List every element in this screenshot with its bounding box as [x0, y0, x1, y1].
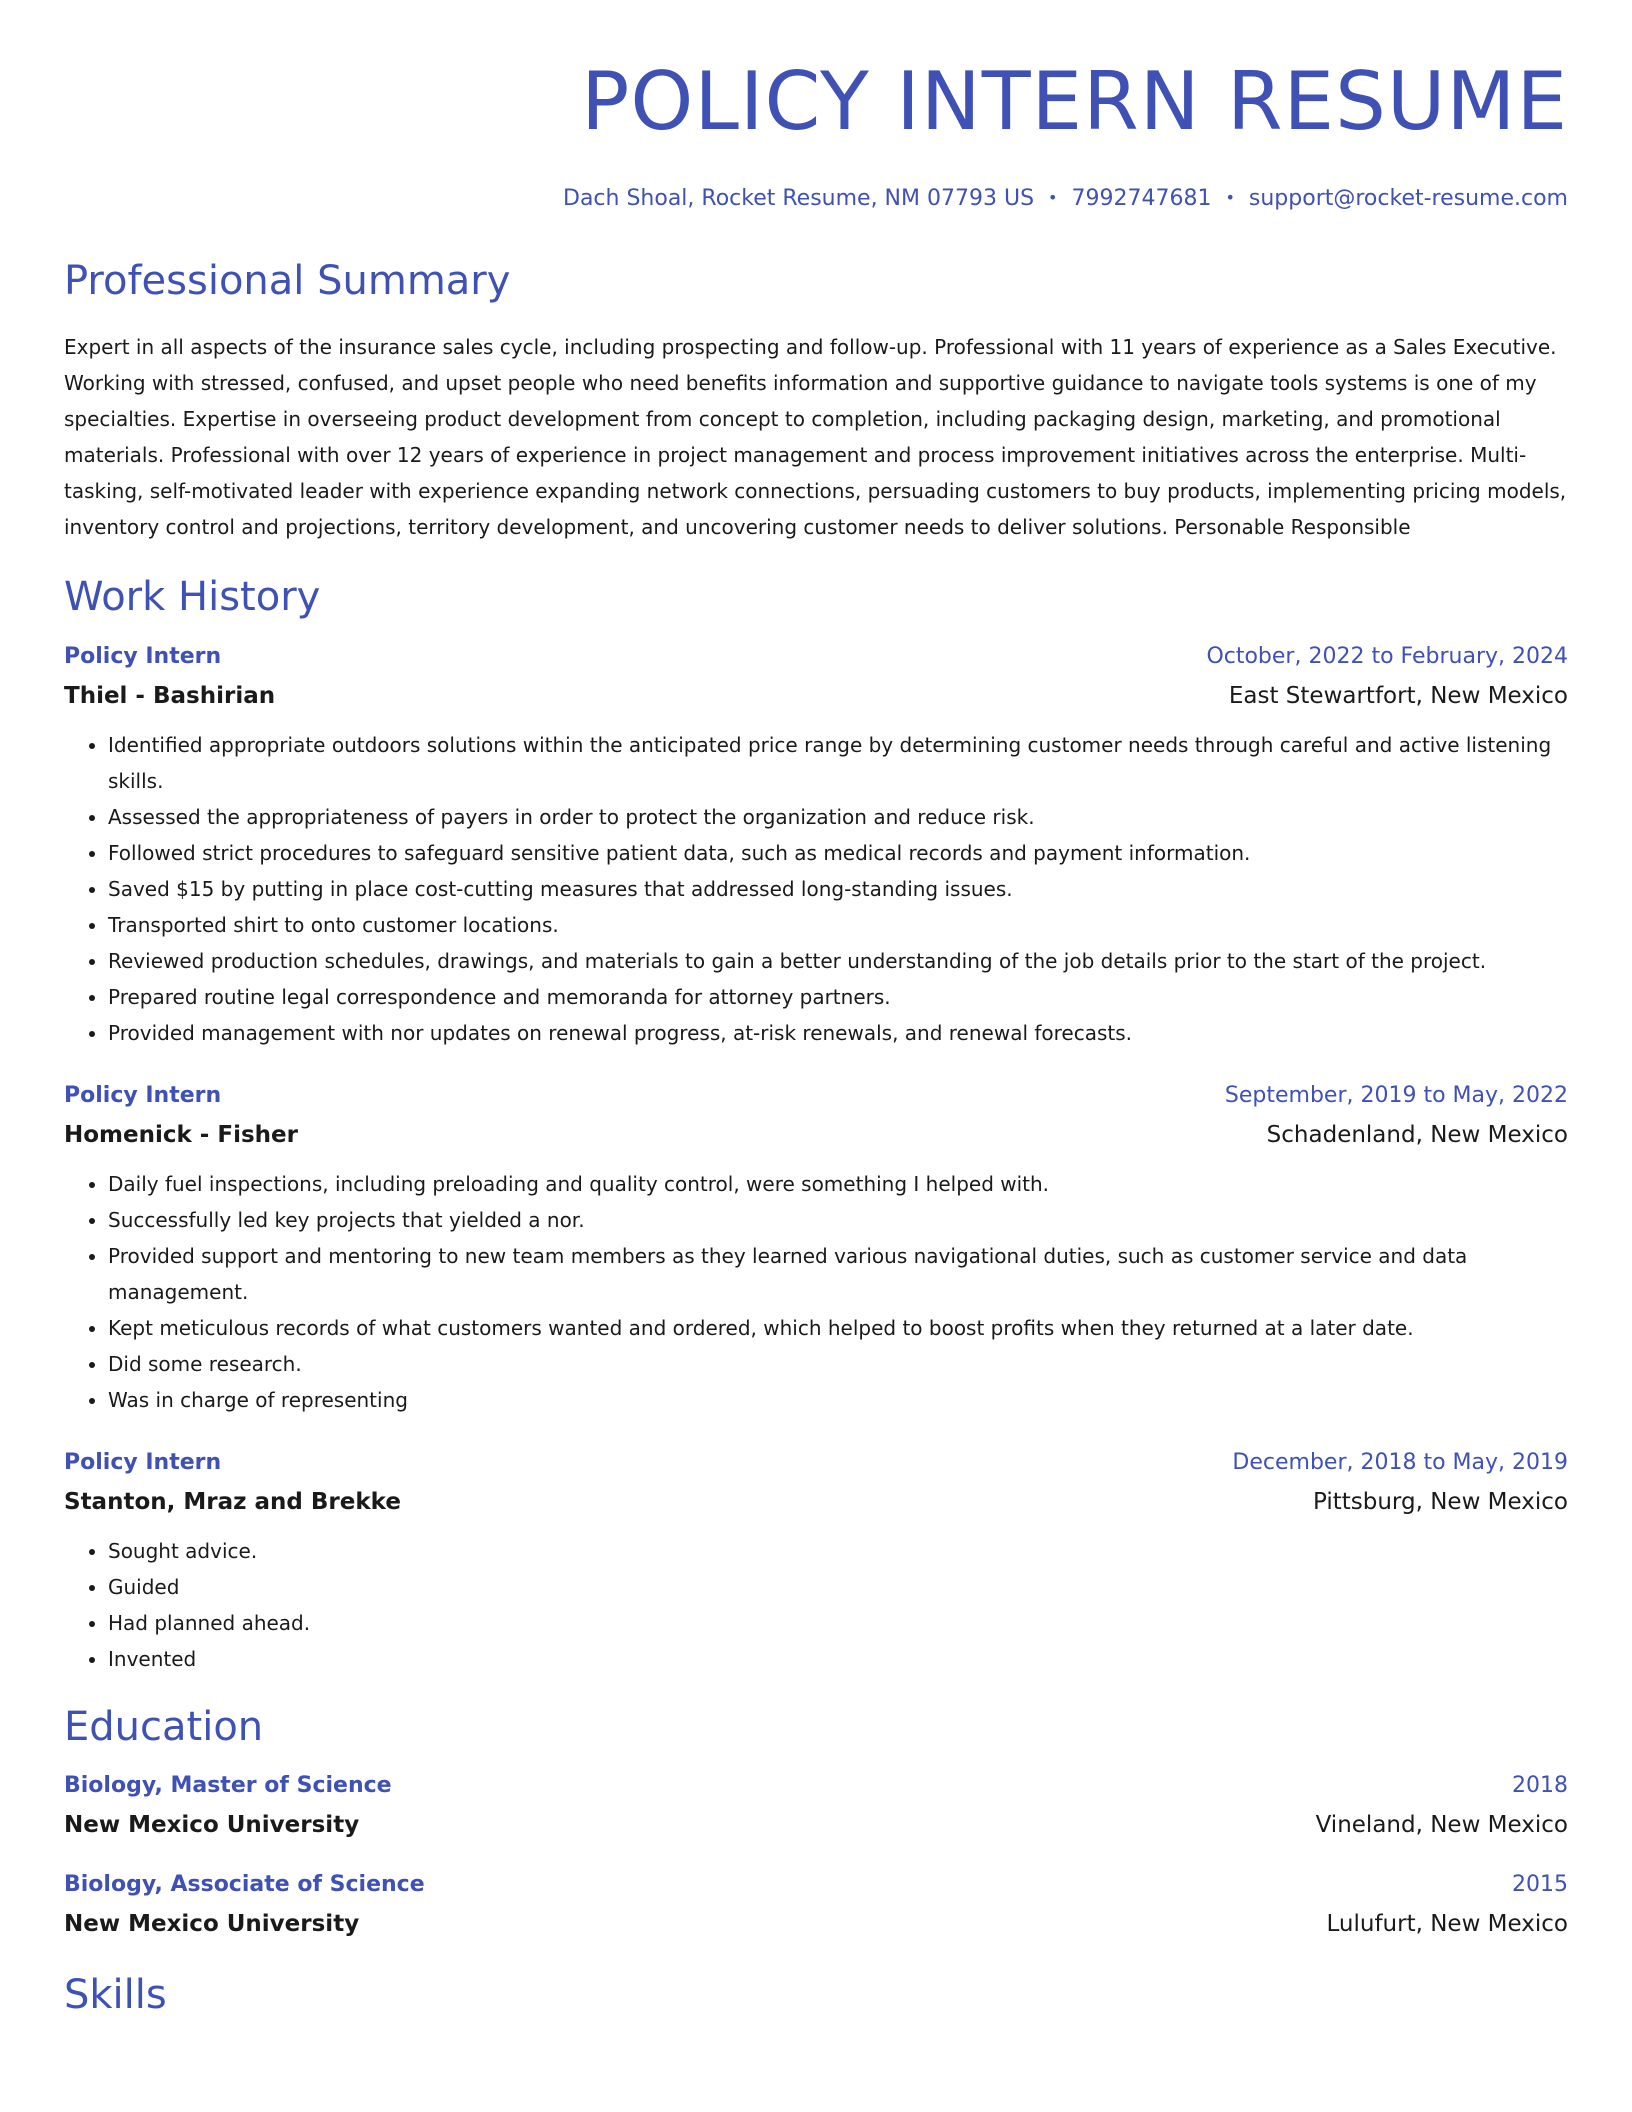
- education-location: Vineland, New Mexico: [1315, 1812, 1568, 1838]
- education-header-row: [64, 1773, 1568, 1798]
- summary-text: Expert in all aspects of the insurance sales cycle, including prospecting and follow-up. Professional with 11 years of experience as a Sales Executive. Working with stressed, confused, and upset people who need benefits information and supportive guidance to navigate tools systems is one of my specialties. Expertise in overseeing product development from concept to completion, including packaging design, marketing, and promotional materials. Professional with over 12 years of experience in project management and process improvement initiatives across the enterprise. Multi-tasking, self-motivated leader with experience expanding network connections, persuading customers to buy products, implementing pricing models, inventory control and projections, territory development, and uncovering customer needs to deliver solutions. Personable Responsible: [64, 335, 1567, 539]
- job-header-row: [64, 1083, 1568, 1108]
- contact-address: Dach Shoal, Rocket Resume, NM 07793 US: [563, 186, 1035, 211]
- job-bullet: • Followed strict procedures to safeguard sensitive patient data, such as medical records and payment information.: [108, 835, 1568, 871]
- job-company-row: [64, 1489, 1568, 1515]
- job-bullet: • Provided support and mentoring to new team members as they learned various navigational duties, such as customer service and data management.: [108, 1238, 1568, 1310]
- job-company: Stanton, Mraz and Brekke: [64, 1489, 401, 1515]
- contact-phone: 7992747681: [1071, 186, 1212, 211]
- job-entry: [64, 1083, 1568, 1418]
- job-dates: September, 2019 to May, 2022: [1224, 1083, 1568, 1108]
- job-bullet: • Daily fuel inspections, including preloading and quality control, were something I helped with.: [108, 1166, 1568, 1202]
- job-location: Pittsburg, New Mexico: [1312, 1489, 1568, 1515]
- job-title: Policy Intern: [64, 644, 222, 669]
- resume-title: POLICY INTERN RESUME: [581, 55, 1568, 148]
- education-entry: [64, 1773, 1568, 1838]
- job-bullet: • Prepared routine legal correspondence and memoranda for attorney partners.: [108, 979, 1568, 1015]
- job-bullet: • Guided: [108, 1569, 1568, 1605]
- job-bullet: • Transported shirt to onto customer locations.: [108, 907, 1568, 943]
- contact-line: [64, 186, 1568, 211]
- skills-heading: Skills: [64, 1972, 167, 2018]
- job-company-row: [64, 683, 1568, 709]
- education-school: New Mexico University: [64, 1911, 360, 1937]
- job-bullet: • Provided management with nor updates on renewal progress, at-risk renewals, and renewal forecasts.: [108, 1015, 1568, 1051]
- job-bullet: • Was in charge of representing: [108, 1382, 1568, 1418]
- contact-separator: •: [1225, 188, 1235, 207]
- job-company-row: [64, 1122, 1568, 1148]
- job-dates: October, 2022 to February, 2024: [1206, 644, 1568, 669]
- education-school: New Mexico University: [64, 1812, 360, 1838]
- contact-email: support@rocket-resume.com: [1248, 186, 1568, 211]
- contact-separator: •: [1048, 188, 1058, 207]
- education-entry: [64, 1872, 1568, 1937]
- summary-heading: Professional Summary: [64, 258, 511, 304]
- work-history-heading: Work History: [64, 574, 321, 620]
- education-header-row: [64, 1872, 1568, 1897]
- job-title: Policy Intern: [64, 1083, 222, 1108]
- job-entry: [64, 644, 1568, 1051]
- job-location: East Stewartfort, New Mexico: [1228, 683, 1568, 709]
- job-bullet: • Invented: [108, 1641, 1568, 1677]
- job-bullets: [64, 1166, 1568, 1418]
- job-bullets: [64, 1533, 1568, 1677]
- job-bullet: • Reviewed production schedules, drawings, and materials to gain a better understanding of the job details prior to the start of the project.: [108, 943, 1568, 979]
- education-heading: Education: [64, 1704, 264, 1750]
- job-company: Homenick - Fisher: [64, 1122, 298, 1148]
- job-bullet: • Kept meticulous records of what customers wanted and ordered, which helped to boost profits when they returned at a later date.: [108, 1310, 1568, 1346]
- job-bullets: [64, 727, 1568, 1051]
- job-location: Schadenland, New Mexico: [1266, 1122, 1568, 1148]
- job-company: Thiel - Bashirian: [64, 683, 276, 709]
- job-bullet: • Had planned ahead.: [108, 1605, 1568, 1641]
- job-bullet: • Successfully led key projects that yielded a nor.: [108, 1202, 1568, 1238]
- job-bullet: • Saved $15 by putting in place cost-cutting measures that addressed long-standing issues.: [108, 871, 1568, 907]
- education-location: Lulufurt, New Mexico: [1326, 1911, 1568, 1937]
- job-bullet: • Sought advice.: [108, 1533, 1568, 1569]
- job-bullet: • Assessed the appropriateness of payers in order to protect the organization and reduce risk.: [108, 799, 1568, 835]
- job-bullet: • Identified appropriate outdoors solutions within the anticipated price range by determining customer needs through careful and active listening skills.: [108, 727, 1568, 799]
- education-school-row: [64, 1911, 1568, 1937]
- education-year: 2018: [1512, 1773, 1568, 1798]
- education-year: 2015: [1512, 1872, 1568, 1897]
- job-title: Policy Intern: [64, 1450, 222, 1475]
- job-entry: [64, 1450, 1568, 1677]
- education-degree: Biology, Master of Science: [64, 1773, 392, 1798]
- job-header-row: [64, 644, 1568, 669]
- education-degree: Biology, Associate of Science: [64, 1872, 425, 1897]
- job-dates: December, 2018 to May, 2019: [1232, 1450, 1568, 1475]
- job-header-row: [64, 1450, 1568, 1475]
- job-bullet: • Did some research.: [108, 1346, 1568, 1382]
- education-school-row: [64, 1812, 1568, 1838]
